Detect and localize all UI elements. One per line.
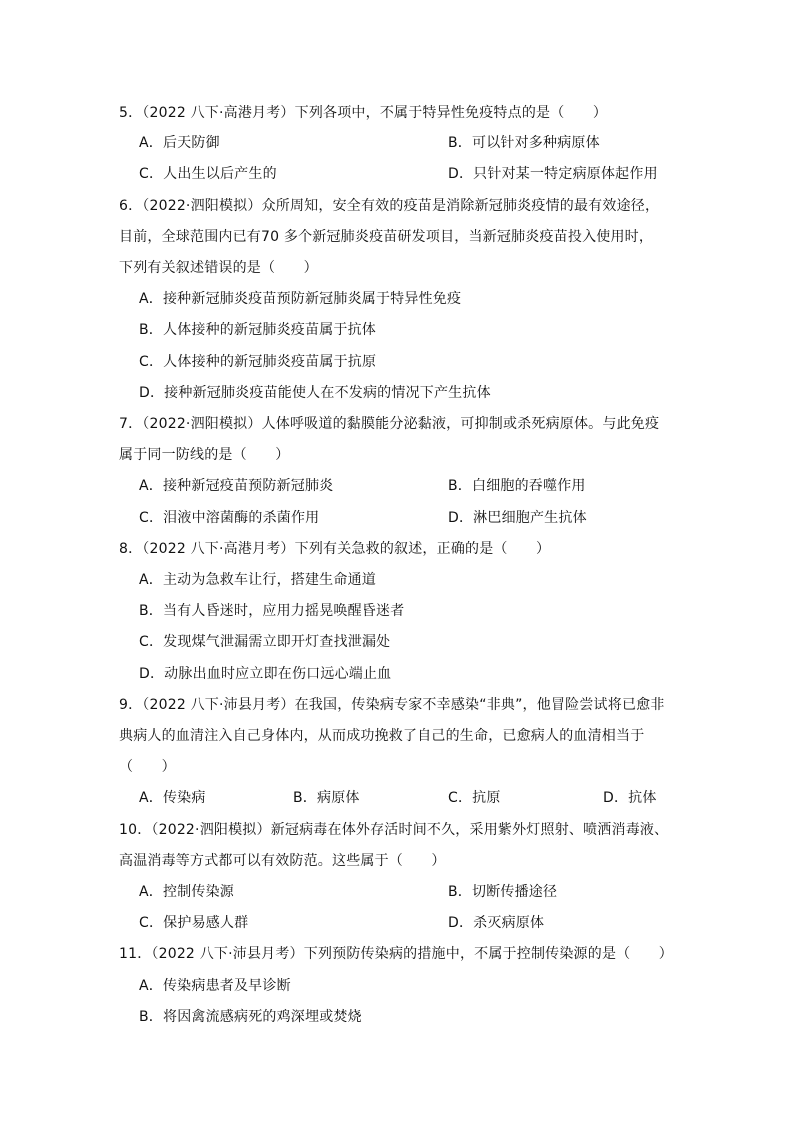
- question-10-option-c: C．保护易感人群: [139, 915, 249, 931]
- question-5-stem: 5．（2022 八下·高港月考）下列各项中，不属于特异性免疫特点的是（ ）: [119, 105, 608, 121]
- question-6-option-d: D．接种新冠肺炎疫苗能使人在不发病的情况下产生抗体: [139, 385, 491, 401]
- question-9-option-d: D．抗体: [603, 790, 657, 806]
- question-10-option-d: D．杀灭病原体: [448, 915, 545, 931]
- question-8-option-c: C．发现煤气泄漏需立即开灯查找泄漏处: [139, 634, 391, 650]
- question-5-option-a: A．后天防御: [139, 135, 220, 151]
- question-9-option-c: C．抗原: [448, 790, 501, 806]
- question-6-stem-line-3: 下列有关叙述错误的是（ ）: [119, 260, 318, 276]
- question-7-option-d: D．淋巴细胞产生抗体: [448, 510, 587, 526]
- question-6-option-a: A．接种新冠肺炎疫苗预防新冠肺炎属于特异性免疫: [139, 291, 462, 307]
- question-9-stem-line-3: （ ）: [119, 759, 176, 775]
- question-11-option-a: A．传染病患者及早诊断: [139, 978, 291, 994]
- question-7-option-c: C．泪液中溶菌酶的杀菌作用: [139, 510, 320, 526]
- question-8-option-d: D．动脉出血时应立即在伤口远心端止血: [139, 666, 392, 682]
- question-10-option-a: A．控制传染源: [139, 884, 234, 900]
- question-7-stem-line-2: 属于同一防线的是（ ）: [119, 447, 290, 463]
- question-7-option-a: A．接种新冠疫苗预防新冠肺炎: [139, 478, 334, 494]
- question-10-option-b: B．切断传播途径: [448, 884, 558, 900]
- question-9-stem-line-2: 典病人的血清注入自己身体内，从而成功挽救了自己的生命，已愈病人的血清相当于: [119, 728, 645, 744]
- question-6-option-c: C．人体接种的新冠肺炎疫苗属于抗原: [139, 354, 377, 370]
- question-5-option-b: B．可以针对多种病原体: [448, 135, 600, 151]
- question-9-option-b: B．病原体: [293, 790, 360, 806]
- question-7-stem-line-1: 7．（2022·泗阳模拟）人体呼吸道的黏膜能分泌黏液，可抑制或杀死病原体。与此免疫: [119, 416, 660, 432]
- question-8-stem: 8．（2022 八下·高港月考）下列有关急救的叙述，正确的是（ ）: [119, 541, 551, 557]
- question-10-stem-line-1: 10．（2022·泗阳模拟）新冠病毒在体外存活时间不久，采用紫外灯照射、喷洒消毒液、: [119, 822, 669, 838]
- question-6-stem-line-1: 6．（2022·泗阳模拟）众所周知，安全有效的疫苗是消除新冠肺炎疫情的最有效途径，: [119, 198, 660, 214]
- question-5-option-d: D．只针对某一特定病原体起作用: [448, 166, 658, 182]
- question-7-option-b: B．白细胞的吞噬作用: [448, 478, 586, 494]
- question-8-option-a: A．主动为急救车让行，搭建生命通道: [139, 572, 376, 588]
- question-11-stem: 11．（2022 八下·沛县月考）下列预防传染病的措施中，不属于控制传染源的是（ ）: [119, 946, 673, 962]
- question-9-option-a: A．传染病: [139, 790, 206, 806]
- question-6-stem-line-2: 目前，全球范围内已有70 多个新冠肺炎疫苗研发项目，当新冠肺炎疫苗投入使用时，: [119, 229, 654, 245]
- question-6-option-b: B．人体接种的新冠肺炎疫苗属于抗体: [139, 322, 377, 338]
- question-9-stem-line-1: 9．（2022 八下·沛县月考）在我国，传染病专家不幸感染“非典”，他冒险尝试将已愈非: [119, 697, 665, 713]
- question-5-option-c: C．人出生以后产生的: [139, 166, 277, 182]
- question-11-option-b: B．将因禽流感病死的鸡深埋或焚烧: [139, 1009, 362, 1025]
- question-10-stem-line-2: 高温消毒等方式都可以有效防范。这些属于（ ）: [119, 853, 446, 869]
- question-8-option-b: B．当有人昏迷时，应用力摇晃唤醒昏迷者: [139, 603, 405, 619]
